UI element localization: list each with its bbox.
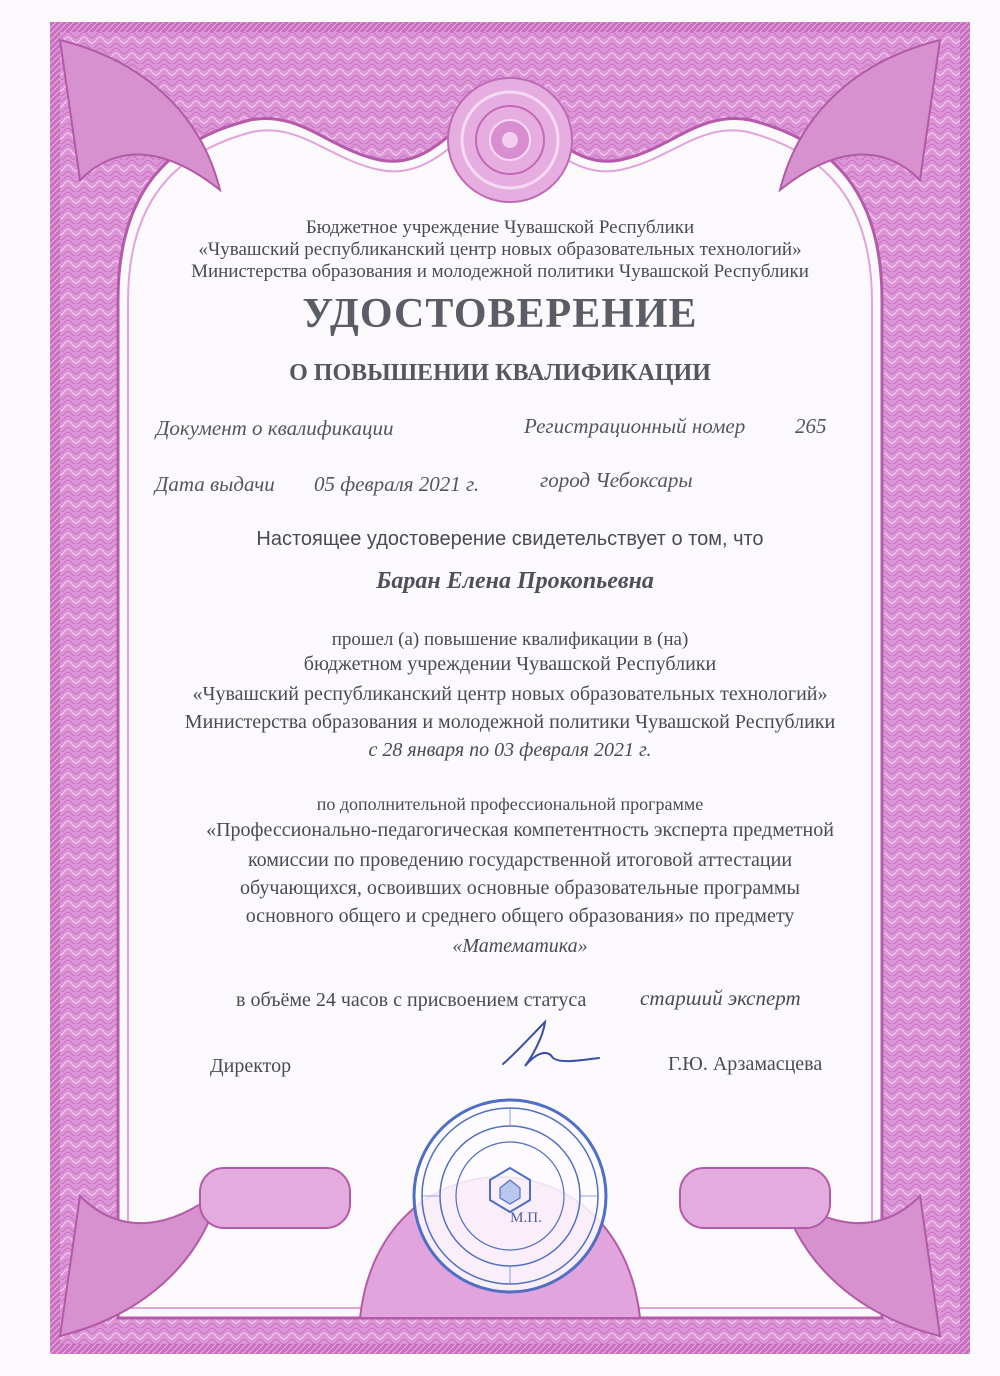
org-name-line-2: «Чувашский республиканский центр новых образовательных технологий» (198, 239, 802, 260)
certifies-statement: Настоящее удостоверение свидетельствует о том, что (256, 528, 764, 550)
signatory-position: Директор (210, 1055, 292, 1077)
program-intro: по дополнительной профессиональной программе (316, 794, 704, 814)
passed-statement: прошел (а) повышение квалификации в (на) (331, 629, 689, 650)
doc-type-label: Документ о квалификации (156, 416, 394, 440)
reg-number-label: Регистрационный номер (524, 414, 746, 438)
document-subtitle: О ПОВЫШЕНИИ КВАЛИФИКАЦИИ (289, 360, 711, 386)
issue-date-label: Дата выдачи (155, 472, 275, 496)
issue-date-value: 05 февраля 2021 г. (314, 472, 480, 496)
issue-city: город Чебоксары (540, 468, 693, 492)
institution-line-2: «Чувашский республиканский центр новых образовательных технологий» (192, 683, 828, 705)
subject-name: «Математика» (452, 935, 588, 957)
document-title: УДОСТОВЕРЕНИЕ (302, 291, 698, 337)
program-line-2: комиссии по проведению государственной итоговой аттестации (247, 849, 793, 871)
org-name-line-1: Бюджетное учреждение Чувашской Республики (305, 217, 695, 238)
official-stamp (410, 1096, 610, 1296)
volume-statement: в объёме 24 часов с присвоением статуса (236, 989, 587, 1011)
institution-line-3: Министерства образования и молодежной политики Чувашской Республики (184, 711, 836, 733)
person-name: Баран Елена Прокопьевна (376, 568, 654, 594)
reg-number-value: 265 (795, 414, 827, 438)
stamp-place-mark: М.П. (510, 1210, 542, 1226)
program-line-1: «Профессионально-педагогическая компетентность эксперта предметной (206, 819, 834, 841)
handwritten-signature (495, 1014, 605, 1074)
director-name: Г.Ю. Арзамасцева (668, 1053, 823, 1075)
assigned-status: старший эксперт (640, 986, 801, 1010)
institution-line-1: бюджетном учреждении Чувашской Республики (303, 653, 717, 675)
training-period: с 28 января по 03 февраля 2021 г. (368, 739, 652, 761)
org-name-line-3: Министерства образования и молодежной политики Чувашской Республики (191, 261, 809, 282)
program-line-4: основного общего и среднего общего образования» по предмету (245, 905, 795, 927)
program-line-3: обучающихся, освоивших основные образовательные программы (239, 877, 800, 899)
